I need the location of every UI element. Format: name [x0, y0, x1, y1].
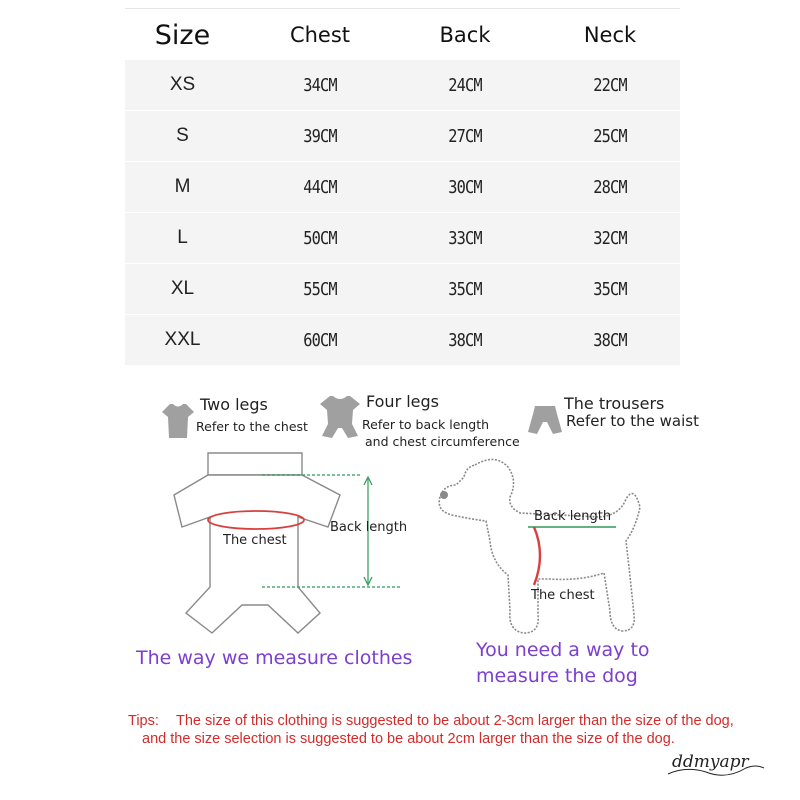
tips-label: Tips: [128, 713, 159, 729]
neck-cell: 22CM [593, 74, 627, 96]
chest-cell: 34CM [303, 74, 337, 96]
table-row [125, 264, 680, 314]
size-cell: XS [169, 74, 196, 95]
trousers-icon [527, 404, 563, 436]
back-cell: 27CM [448, 125, 482, 147]
table-row [125, 111, 680, 161]
dog-back-length-label: Back length [534, 509, 612, 524]
table-row [125, 315, 680, 365]
dog-outline-illustration [430, 455, 660, 640]
back-cell: 30CM [448, 176, 482, 198]
trousers-title: The trousers [564, 394, 665, 413]
two-legs-subtitle: Refer to the chest [196, 419, 308, 434]
size-cell: L [177, 227, 188, 248]
clothes-back-length-label: Back length [330, 520, 408, 535]
size-table [125, 0, 680, 352]
back-cell: 24CM [448, 74, 482, 96]
dog-diagram [430, 455, 660, 640]
four-legs-title: Four legs [366, 392, 440, 411]
two-legs-shirt-icon [160, 402, 196, 440]
dog-chest-label: The chest [531, 588, 595, 603]
header-neck: Neck [583, 23, 637, 47]
chest-cell: 44CM [303, 176, 337, 198]
two-legs-title: Two legs [200, 395, 268, 414]
tips-text: The size of this clothing is suggested to be about 2-3cm larger than the size of the dog, and the size selection is suggested to be about 2cm larger than the size of the dog. [142, 713, 734, 747]
clothes-diagram [170, 445, 430, 645]
dog-caption-line-1: You need a way to [476, 639, 650, 661]
size-cell: M [174, 176, 191, 197]
size-cell: XL [170, 278, 195, 299]
neck-cell: 28CM [593, 176, 627, 198]
header-back: Back [439, 23, 491, 47]
chest-cell: 50CM [303, 227, 337, 249]
neck-cell: 32CM [593, 227, 627, 249]
four-legs-suit-icon [318, 394, 362, 440]
chest-cell: 55CM [303, 278, 337, 300]
watermark-swoosh-icon [666, 762, 766, 782]
chest-cell: 39CM [303, 125, 337, 147]
watermark [672, 752, 749, 772]
table-row [125, 60, 680, 110]
size-cell: XXL [164, 329, 201, 350]
table-header-row [125, 8, 680, 61]
clothes-chest-label: The chest [223, 533, 287, 548]
header-chest: Chest [289, 23, 351, 47]
four-legs-subtitle-1: Refer to back length [362, 417, 490, 432]
table-row [125, 162, 680, 212]
table-row [125, 213, 680, 263]
back-cell: 38CM [448, 329, 482, 351]
back-cell: 35CM [448, 278, 482, 300]
back-cell: 33CM [448, 227, 482, 249]
dog-caption-line-2: measure the dog [476, 665, 638, 687]
watermark-text: ddmyapr [672, 752, 749, 772]
chest-cell: 60CM [303, 329, 337, 351]
neck-cell: 35CM [593, 278, 627, 300]
neck-cell: 38CM [593, 329, 627, 351]
trousers-subtitle: Refer to the waist [566, 412, 699, 430]
four-legs-subtitle-2: and chest circumference [365, 434, 520, 449]
size-cell: S [176, 125, 189, 146]
clothes-outline-illustration [170, 445, 430, 645]
neck-cell: 25CM [593, 125, 627, 147]
clothes-caption: The way we measure clothes [136, 647, 413, 669]
header-size: Size [154, 19, 211, 51]
